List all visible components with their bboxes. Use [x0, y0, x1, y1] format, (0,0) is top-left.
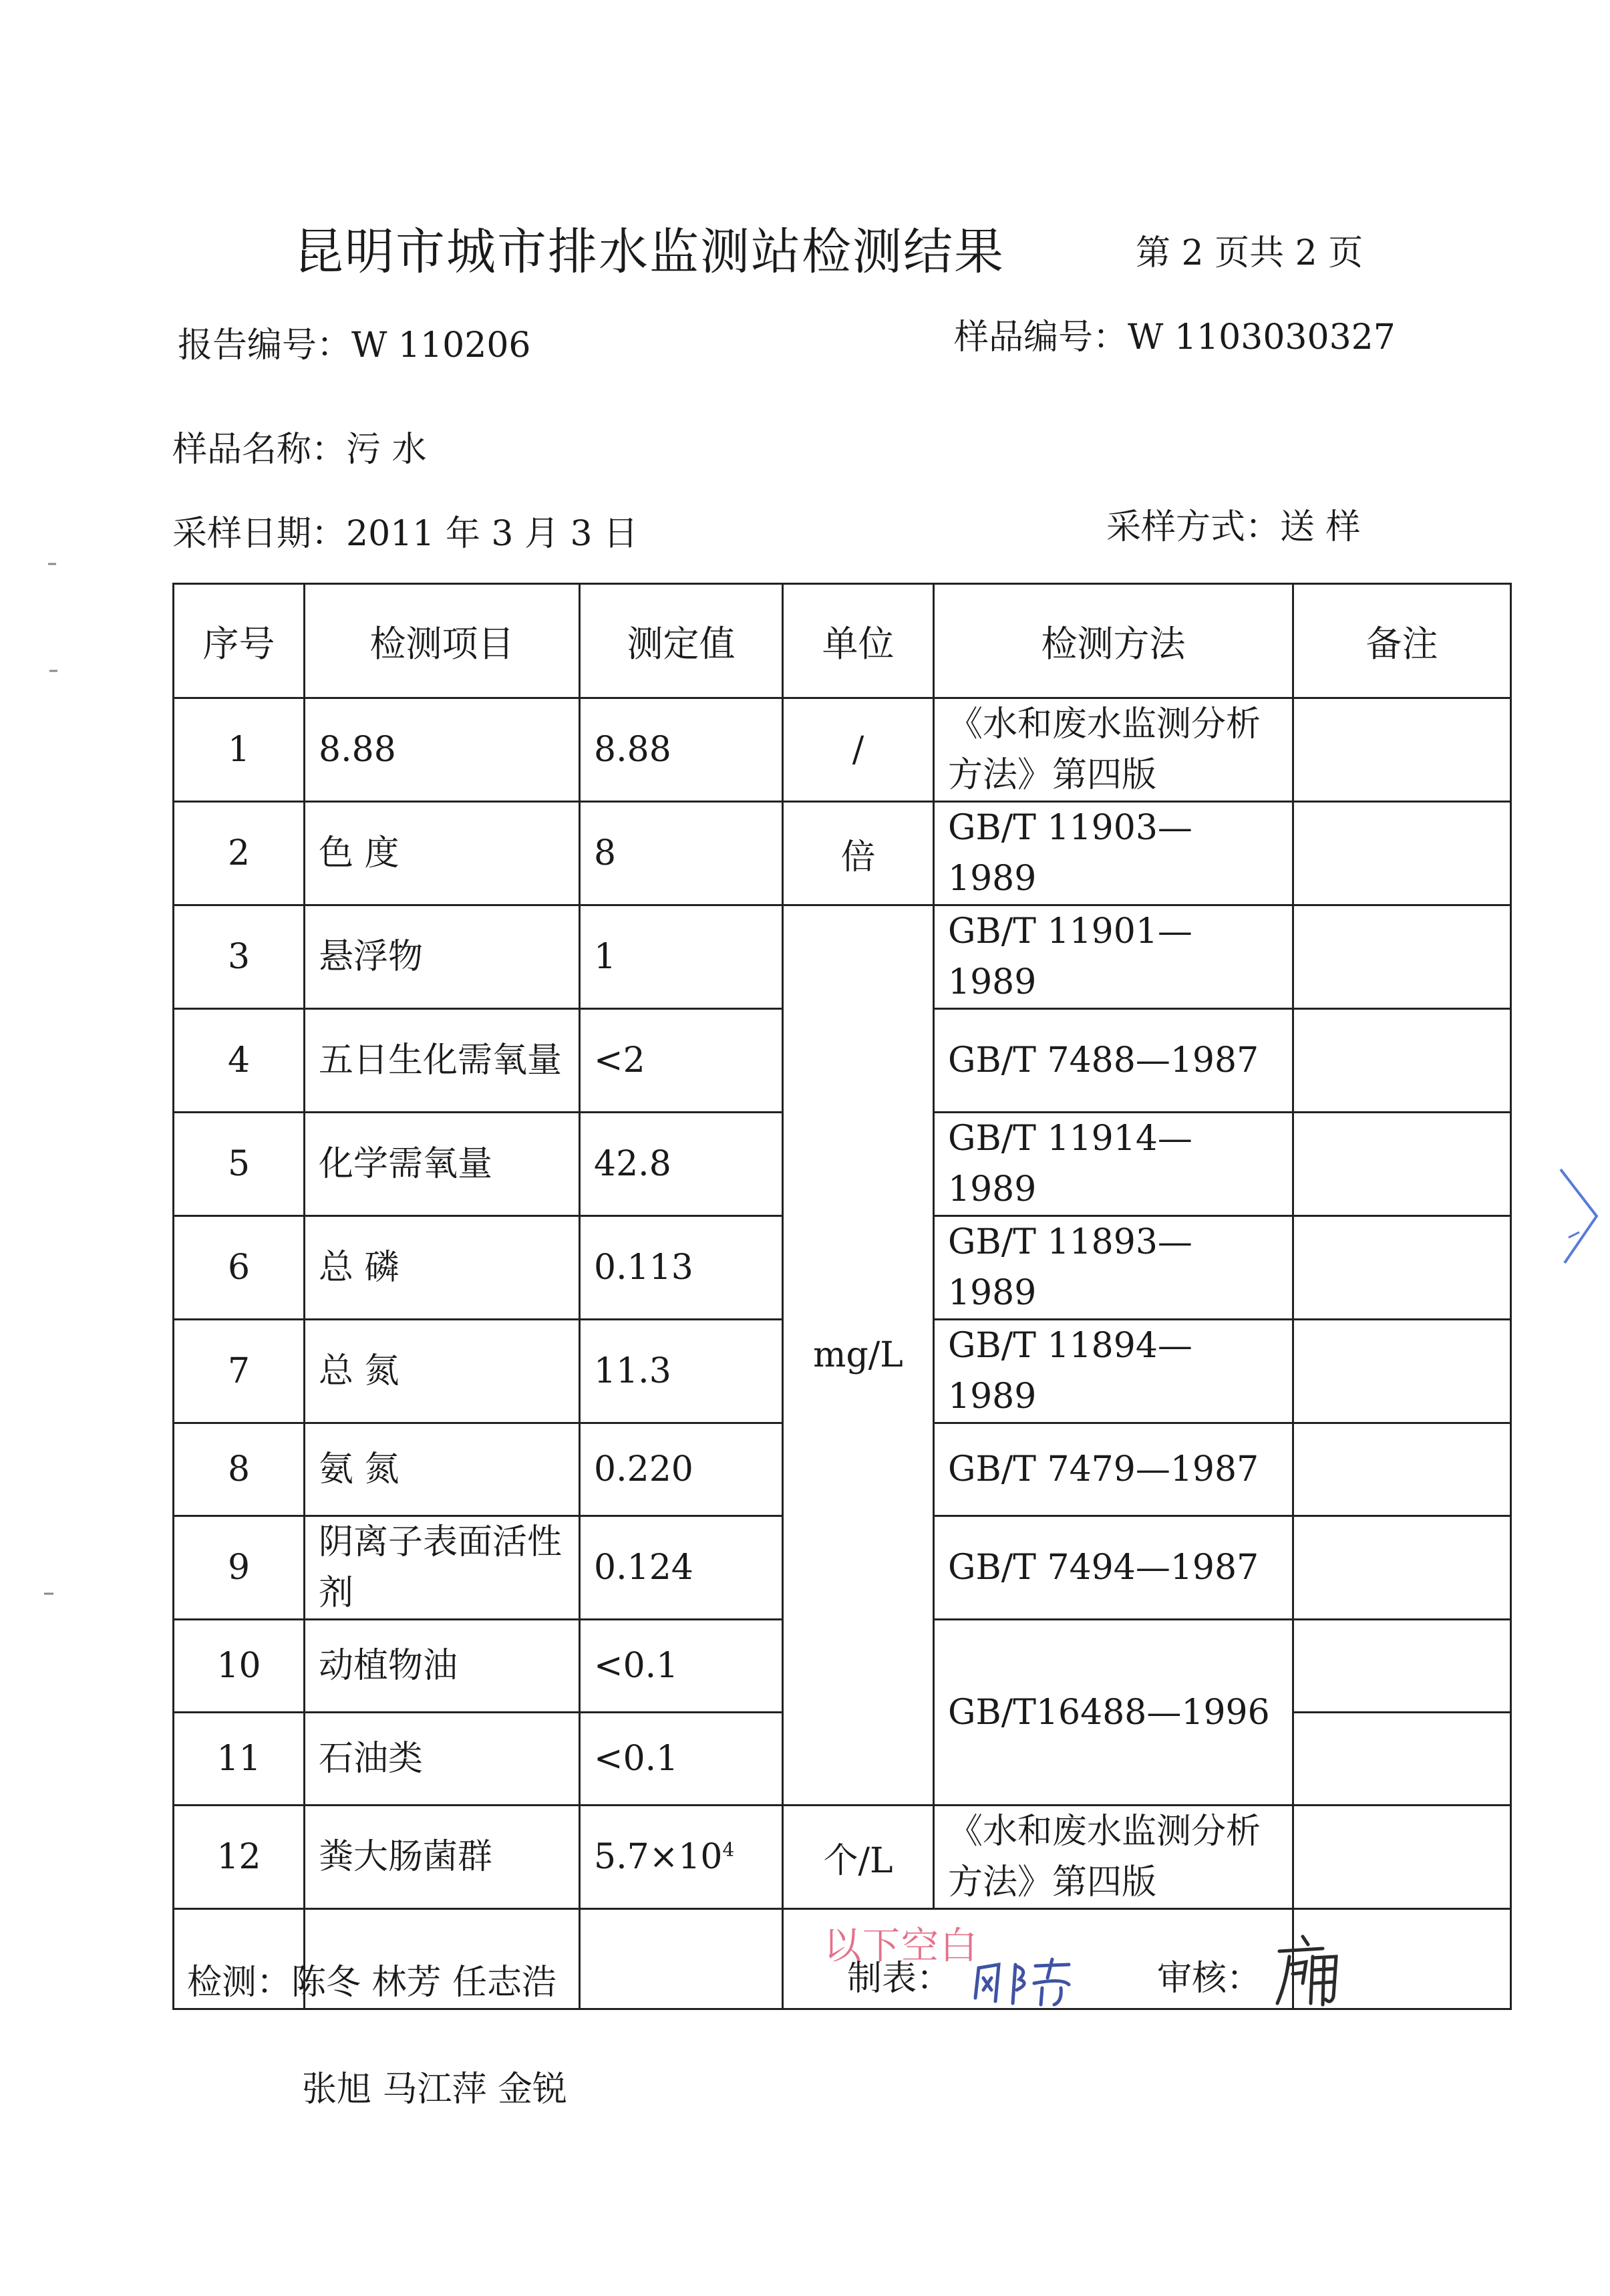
- row-method: GB/T 11901—1989: [934, 905, 1293, 1009]
- header-no: 序号: [174, 584, 305, 698]
- table-row: [174, 802, 1511, 905]
- value-base: 5.7×10: [594, 1837, 723, 1877]
- row-value: <0.1: [580, 1620, 783, 1713]
- row-note: [1293, 1516, 1511, 1620]
- row-method: GB/T 7479—1987: [934, 1423, 1293, 1516]
- row-unit: 倍: [783, 802, 934, 905]
- margin-tick-icon: [47, 561, 60, 675]
- table-row: [174, 1806, 1511, 1909]
- row-item: 石油类: [305, 1713, 580, 1806]
- row-value: 42.8: [580, 1113, 783, 1216]
- value-exponent: 4: [722, 1838, 735, 1861]
- row-value: 11.3: [580, 1320, 783, 1423]
- row-no: 1: [174, 698, 305, 802]
- tester-names: 检测：陈冬 林芳 任志浩: [187, 1963, 557, 2003]
- row-method-merged: GB/T16488—1996: [934, 1620, 1293, 1806]
- row-value: 8: [580, 802, 783, 905]
- row-method: 《水和废水监测分析方法》第四版: [934, 698, 1293, 802]
- table-row: [174, 698, 1511, 802]
- row-no: 8: [174, 1423, 305, 1516]
- row-note: [1293, 802, 1511, 905]
- header-unit: 单位: [783, 584, 934, 698]
- row-no: 11: [174, 1713, 305, 1806]
- row-note: [1293, 1320, 1511, 1423]
- row-no: 5: [174, 1113, 305, 1216]
- row-method: GB/T 7488—1987: [934, 1009, 1293, 1113]
- row-unit-merged: mg/L: [783, 905, 934, 1806]
- row-value: 0.113: [580, 1216, 783, 1320]
- row-value: [580, 1806, 783, 1909]
- row-value: <0.1: [580, 1713, 783, 1806]
- row-unit: /: [783, 698, 934, 802]
- page-title: 昆明市城市排水监测站检测结果: [294, 223, 1005, 281]
- row-item: 粪大肠菌群: [305, 1806, 580, 1909]
- row-item: 氨 氮: [305, 1423, 580, 1516]
- row-item: 色 度: [305, 802, 580, 905]
- row-item: 五日生化需氧量: [305, 1009, 580, 1113]
- row-method: GB/T 7494—1987: [934, 1516, 1293, 1620]
- row-note: [1293, 698, 1511, 802]
- page-indicator: 第 2 页共 2 页: [1136, 233, 1363, 273]
- row-value: <2: [580, 1009, 783, 1113]
- reviewer-label: 审核：: [1157, 1959, 1262, 1999]
- sample-name: 样品名称：污 水: [172, 430, 427, 470]
- row-item: 化学需氧量: [305, 1113, 580, 1216]
- row-no: 12: [174, 1806, 305, 1909]
- row-item: 阴离子表面活性剂: [305, 1516, 580, 1620]
- row-value: 0.220: [580, 1423, 783, 1516]
- row-value: 8.88: [580, 698, 783, 802]
- maker-signature-icon: [969, 1951, 1089, 2011]
- row-item: 动植物油: [305, 1620, 580, 1713]
- sampling-method: 采样方式：送 样: [1106, 507, 1361, 547]
- row-method: 《水和废水监测分析方法》第四版: [934, 1806, 1293, 1909]
- row-item: 8.88: [305, 698, 580, 802]
- scan-bracket-icon: [1557, 1163, 1603, 1270]
- row-no: 10: [174, 1620, 305, 1713]
- row-no: 3: [174, 905, 305, 1009]
- blank-cell: [580, 1909, 783, 2009]
- row-no: 7: [174, 1320, 305, 1423]
- row-unit: 个/L: [783, 1806, 934, 1909]
- row-value: 1: [580, 905, 783, 1009]
- sampling-date: 采样日期：2011 年 3 月 3 日: [172, 514, 639, 554]
- sample-number: 样品编号：W 1103030327: [954, 317, 1396, 357]
- row-no: 2: [174, 802, 305, 905]
- row-method: GB/T 11893—1989: [934, 1216, 1293, 1320]
- row-no: 6: [174, 1216, 305, 1320]
- row-method: GB/T 11894—1989: [934, 1320, 1293, 1423]
- row-method: GB/T 11903—1989: [934, 802, 1293, 905]
- blank-below-stamp: 以下空白: [824, 1924, 979, 1968]
- report-number: 报告编号：W 110206: [178, 325, 531, 366]
- row-note: [1293, 905, 1511, 1009]
- row-method: GB/T 11914—1989: [934, 1113, 1293, 1216]
- row-note: [1293, 1113, 1511, 1216]
- row-note: [1293, 1009, 1511, 1113]
- row-note: [1293, 1620, 1511, 1713]
- row-note: [1293, 1806, 1511, 1909]
- reviewer-signature-icon: [1269, 1930, 1349, 2017]
- header-method: 检测方法: [934, 584, 1293, 698]
- row-item: 总 磷: [305, 1216, 580, 1320]
- header-item: 检测项目: [305, 584, 580, 698]
- row-note: [1293, 1713, 1511, 1806]
- tester-names-continued: 张旭 马江萍 金锐: [302, 2069, 568, 2110]
- margin-tick-icon: [43, 1590, 56, 1597]
- row-no: 9: [174, 1516, 305, 1620]
- table-header-row: [174, 584, 1511, 698]
- header-value: 测定值: [580, 584, 783, 698]
- row-item: 总 氮: [305, 1320, 580, 1423]
- table-row: [174, 905, 1511, 1009]
- row-value: 0.124: [580, 1516, 783, 1620]
- row-note: [1293, 1423, 1511, 1516]
- row-note: [1293, 1216, 1511, 1320]
- results-table: [172, 583, 1512, 2010]
- header-note: 备注: [1293, 584, 1511, 698]
- row-item: 悬浮物: [305, 905, 580, 1009]
- maker-label: 制表：: [847, 1959, 952, 1999]
- row-no: 4: [174, 1009, 305, 1113]
